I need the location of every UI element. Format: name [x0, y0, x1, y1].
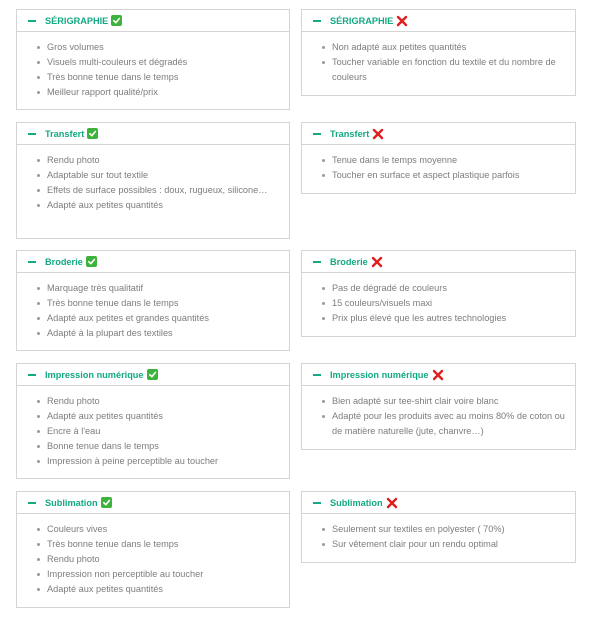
card-header[interactable] [302, 364, 575, 386]
card-header[interactable] [302, 251, 575, 273]
card-title: SÉRIGRAPHIE [330, 15, 394, 26]
collapse-dash-icon[interactable] [28, 261, 36, 263]
check-mark-icon [101, 497, 112, 508]
card-impression-numerique-cons [301, 363, 576, 450]
list-item: Encre à l'eau [35, 424, 279, 439]
list-item: Rendu photo [35, 394, 279, 409]
card-serigraphie-cons [301, 9, 576, 96]
list-item: Adapté aux petites quantités [35, 198, 279, 213]
pros-list [17, 386, 289, 474]
card-header[interactable] [17, 123, 289, 145]
card-serigraphie-pros [16, 9, 290, 110]
list-item: Impression à peine perceptible au toucher [35, 454, 279, 469]
card-sublimation-pros [16, 491, 290, 608]
card-broderie-cons [301, 250, 576, 337]
cons-list [302, 514, 575, 557]
list-item: Adapté aux petites et grandes quantités [35, 311, 279, 326]
card-title: Impression numérique [45, 369, 144, 380]
check-mark-icon [147, 369, 158, 380]
list-item: Toucher en surface et aspect plastique parfois [320, 168, 565, 183]
card-header[interactable] [17, 10, 289, 32]
card-title: Broderie [45, 256, 83, 267]
card-header[interactable] [17, 492, 289, 514]
list-item: Bien adapté sur tee-shirt clair voire blanc [320, 394, 565, 409]
list-item: Adapté à la plupart des textiles [35, 326, 279, 341]
list-item: Rendu photo [35, 552, 279, 567]
card-title: Impression numérique [330, 369, 429, 380]
collapse-dash-icon[interactable] [28, 20, 36, 22]
list-item: Très bonne tenue dans le temps [35, 296, 279, 311]
list-item: Très bonne tenue dans le temps [35, 70, 279, 85]
collapse-dash-icon[interactable] [28, 374, 36, 376]
pros-list [17, 514, 289, 602]
list-item: Adapté pour les produits avec au moins 80% de coton ou de matière naturelle (jute, chanvre…) [320, 409, 565, 439]
collapse-dash-icon[interactable] [28, 502, 36, 504]
card-title: Sublimation [45, 497, 98, 508]
list-item: Effets de surface possibles : doux, rugueux, silicone… [35, 183, 279, 198]
list-item: Non adapté aux petites quantités [320, 40, 565, 55]
list-item: Prix plus élevé que les autres technologies [320, 311, 565, 326]
cons-list [302, 386, 575, 444]
list-item: Seulement sur textiles en polyester ( 70%) [320, 522, 565, 537]
check-mark-icon [86, 256, 97, 267]
list-item: Adapté aux petites quantités [35, 409, 279, 424]
list-item: 15 couleurs/visuels maxi [320, 296, 565, 311]
list-item: Sur vêtement clair pour un rendu optimal [320, 537, 565, 552]
collapse-dash-icon[interactable] [313, 261, 321, 263]
pros-list [17, 273, 289, 346]
cons-list [302, 145, 575, 188]
collapse-dash-icon[interactable] [313, 20, 321, 22]
list-item: Meilleur rapport qualité/prix [35, 85, 279, 100]
list-item: Adapté aux petites quantités [35, 582, 279, 597]
cross-mark-icon [386, 497, 398, 509]
list-item: Visuels multi-couleurs et dégradés [35, 55, 279, 70]
card-title: Transfert [45, 128, 85, 139]
cross-mark-icon [432, 369, 444, 381]
card-transfert-cons [301, 122, 576, 194]
cons-list [302, 32, 575, 90]
list-item: Très bonne tenue dans le temps [35, 537, 279, 552]
card-title: SÉRIGRAPHIE [45, 15, 109, 26]
card-header[interactable] [302, 123, 575, 145]
list-item: Couleurs vives [35, 522, 279, 537]
check-mark-icon [87, 128, 98, 139]
card-broderie-pros [16, 250, 290, 351]
list-item: Pas de dégradé de couleurs [320, 281, 565, 296]
card-title: Sublimation [330, 497, 383, 508]
collapse-dash-icon[interactable] [28, 133, 36, 135]
cross-mark-icon [372, 128, 384, 140]
check-mark-icon [111, 15, 122, 26]
collapse-dash-icon[interactable] [313, 374, 321, 376]
card-impression-numerique-pros [16, 363, 290, 479]
card-header[interactable] [17, 364, 289, 386]
collapse-dash-icon[interactable] [313, 133, 321, 135]
list-item: Toucher variable en fonction du textile et du nombre de couleurs [320, 55, 565, 85]
list-item: Adaptable sur tout textile [35, 168, 279, 183]
list-item: Bonne tenue dans le temps [35, 439, 279, 454]
list-item: Impression non perceptible au toucher [35, 567, 279, 582]
list-item: Marquage très qualitatif [35, 281, 279, 296]
list-item: Rendu photo [35, 153, 279, 168]
card-title: Broderie [330, 256, 368, 267]
card-title: Transfert [330, 128, 370, 139]
cross-mark-icon [396, 15, 408, 27]
cons-list [302, 273, 575, 331]
collapse-dash-icon[interactable] [313, 502, 321, 504]
pros-list [17, 32, 289, 105]
card-transfert-pros [16, 122, 290, 239]
list-item: Gros volumes [35, 40, 279, 55]
card-sublimation-cons [301, 491, 576, 563]
pros-list [17, 145, 289, 218]
card-header[interactable] [302, 492, 575, 514]
cross-mark-icon [371, 256, 383, 268]
list-item: Tenue dans le temps moyenne [320, 153, 565, 168]
card-header[interactable] [17, 251, 289, 273]
card-header[interactable] [302, 10, 575, 32]
